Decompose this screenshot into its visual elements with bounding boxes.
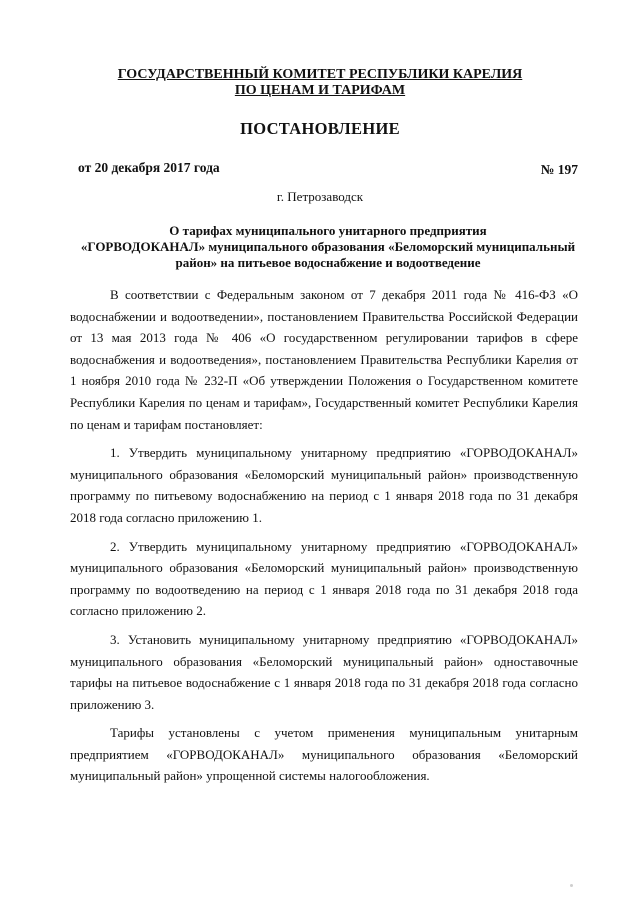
resolution-item-1: 1. Утвердить муниципальному унитарному предприятию «ГОРВОДОКАНАЛ» муниципального образования «Беломорский муниципальный район» производственную программу по питьевому водоснабжению на период с 1 января 2018 года по 31 декабря 2018 года согласно приложению 1. bbox=[70, 445, 578, 525]
preamble-paragraph: В соответствии с Федеральным законом от 7 декабря 2011 года № 416-ФЗ «О водоснабжении и водоотведении», постановлением Правительства Российской Федерации от 13 мая 2013 года № 406 «О государственном регулировании тарифов в сфере водоснабжения и водоотведения», постановлением Правительства Республики Карелия от 1 ноября 2010 года № 232-П «Об утверждении Положения о Государственном комитете Республики Карелия по ценам и тарифам», Государственный комитет Республики Карелия по ценам и тарифам постановляет: bbox=[70, 287, 578, 432]
issuing-authority-header bbox=[60, 67, 580, 99]
document-subject bbox=[78, 223, 578, 271]
document-type-title: ПОСТАНОВЛЕНИЕ bbox=[240, 119, 400, 138]
subject-line-1: О тарифах муниципального унитарного предприятия bbox=[169, 223, 487, 238]
subject-line-2: «ГОРВОДОКАНАЛ» муниципального образования «Беломорский муниципальный bbox=[80, 239, 576, 254]
document-date: от 20 декабря 2017 года bbox=[78, 160, 220, 175]
document-city: г. Петрозаводск bbox=[276, 189, 364, 204]
closing-paragraph: Тарифы установлены с учетом применения муниципальным унитарным предприятием «ГОРВОДОКАНАЛ» муниципального образования «Беломорский муниципальный район» упрощенной системы налогообложения. bbox=[70, 725, 578, 784]
document-number: № 197 bbox=[540, 162, 578, 177]
resolution-item-3: 3. Установить муниципальному унитарному предприятию «ГОРВОДОКАНАЛ» муниципального образования «Беломорский муниципальный район» одноставочные тарифы на питьевое водоснабжение с 1 января 2018 года по 31 декабря 2018 года согласно приложению 3. bbox=[70, 631, 578, 712]
resolution-item-2: 2. Утвердить муниципальному унитарному предприятию «ГОРВОДОКАНАЛ» муниципального образования «Беломорский муниципальный район» производственную программу по водоотведению на период с 1 января 2018 года по 31 декабря 2018 года согласно приложению 2. bbox=[70, 538, 578, 619]
subject-line-3: район» на питьевое водоснабжение и водоотведение bbox=[175, 255, 481, 270]
authority-name-line-2: ПО ЦЕНАМ И ТАРИФАМ bbox=[234, 83, 406, 98]
scan-dot-mark bbox=[570, 884, 573, 887]
document-body bbox=[70, 284, 578, 794]
authority-name-line-1: ГОСУДАРСТВЕННЫЙ КОМИТЕТ РЕСПУБЛИКИ КАРЕЛИЯ bbox=[117, 67, 523, 82]
